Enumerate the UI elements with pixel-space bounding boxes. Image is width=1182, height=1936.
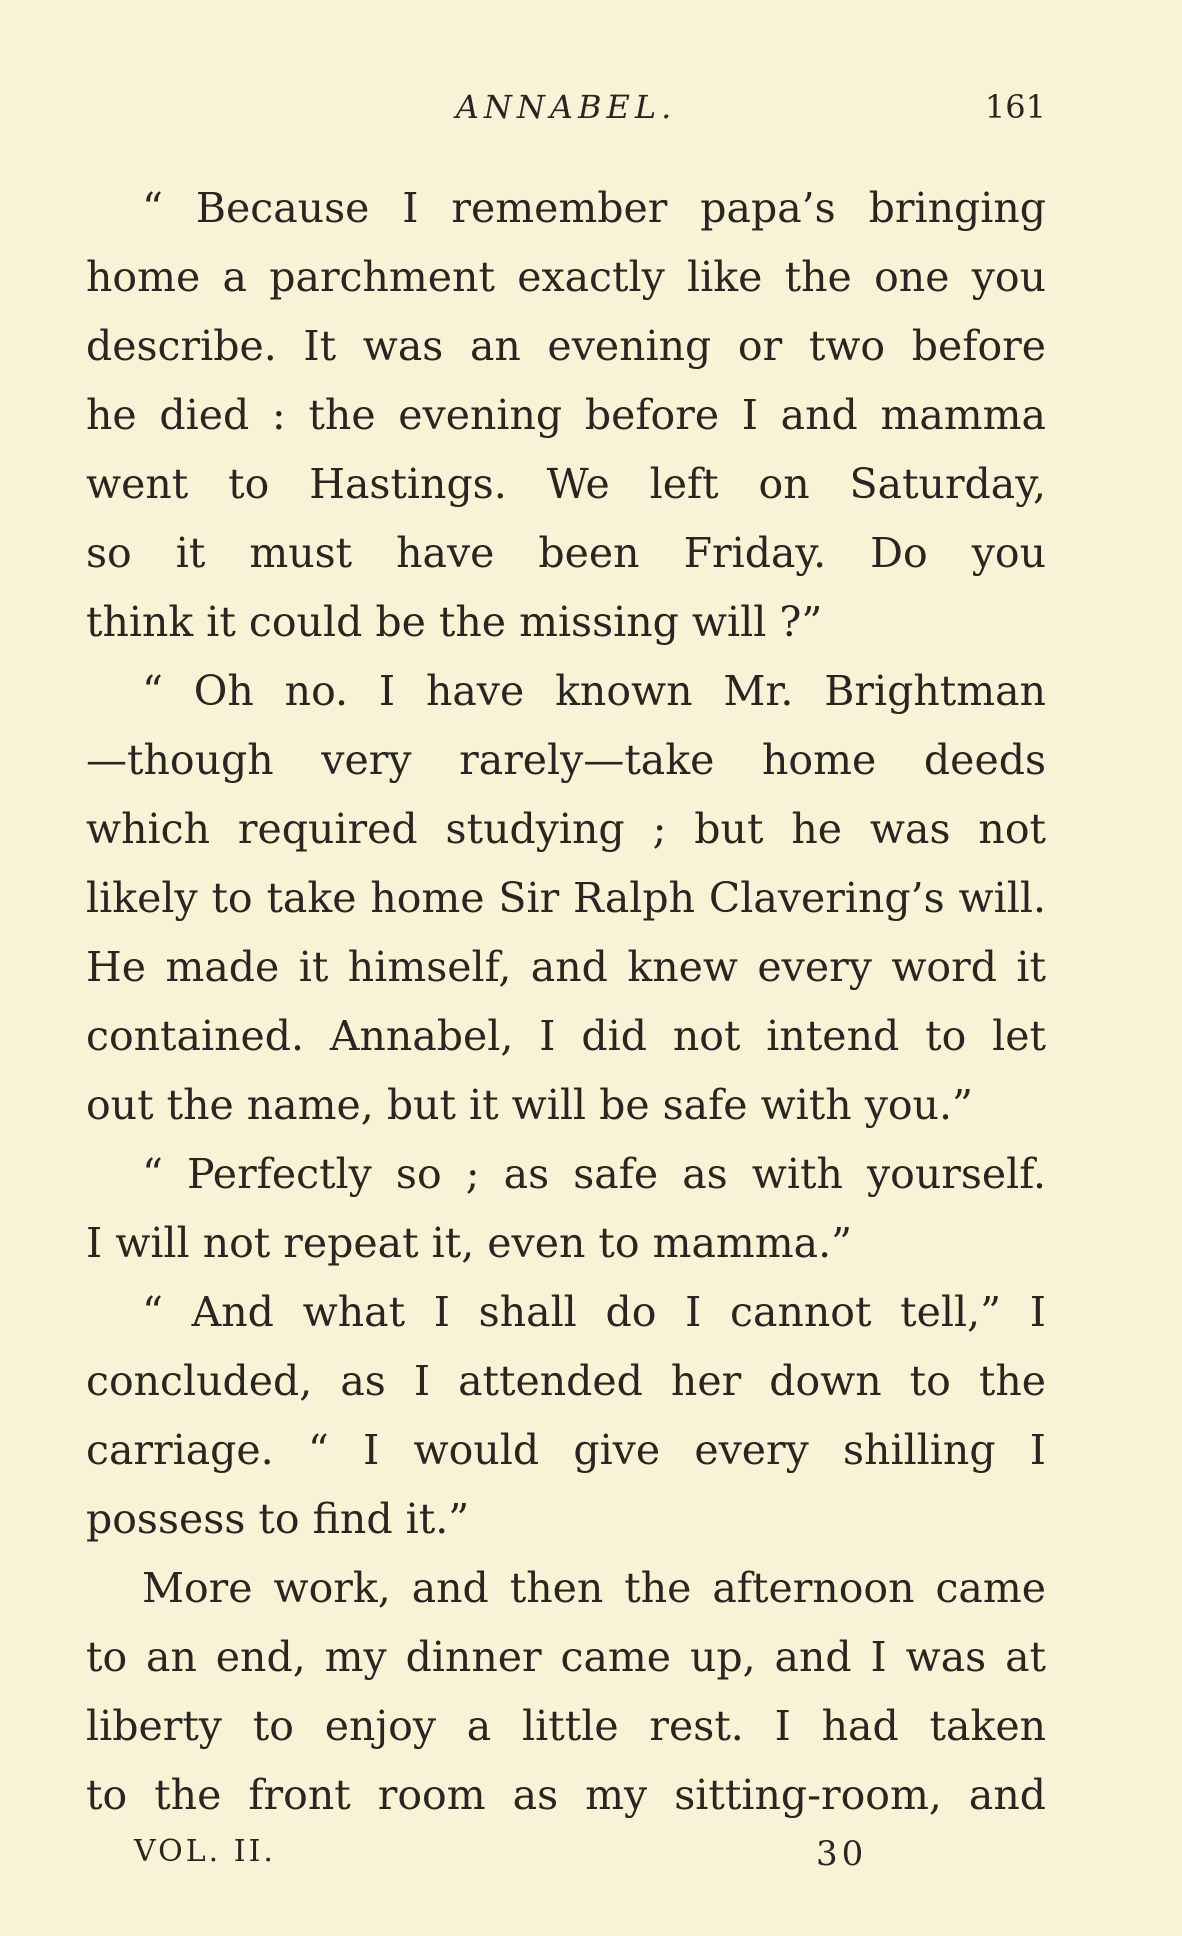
- text-line: concluded, as I attended her down to the: [86, 1357, 1046, 1405]
- text-line: think it could be the missing will ?”: [86, 598, 823, 646]
- text-line: so it must have been Friday. Do you: [86, 529, 1046, 577]
- body-text: [86, 174, 1046, 1830]
- text-line: “ Because I remember papa’s bringing: [142, 184, 1046, 232]
- text-line: home a parchment exactly like the one you: [86, 253, 1046, 301]
- text-line: he died : the evening before I and mamma: [86, 391, 1046, 439]
- text-line: —though very rarely—take home deeds: [86, 736, 1046, 784]
- text-line: describe. It was an evening or two before: [86, 322, 1046, 370]
- running-head: [86, 88, 1046, 138]
- page-number: 161: [984, 88, 1046, 126]
- text-line: I will not repeat it, even to mamma.”: [86, 1219, 853, 1267]
- text-line: contained. Annabel, I did not intend to let: [86, 1012, 1046, 1060]
- text-line: More work, and then the afternoon came: [142, 1564, 1046, 1612]
- footer: [134, 1834, 964, 1884]
- text-line: out the name, but it will be safe with you.”: [86, 1081, 973, 1129]
- text-line: which required studying ; but he was not: [86, 805, 1046, 853]
- text-line: to an end, my dinner came up, and I was at: [86, 1633, 1046, 1681]
- text-line: liberty to enjoy a little rest. I had taken: [86, 1702, 1046, 1750]
- text-line: “ And what I shall do I cannot tell,” I: [142, 1288, 1046, 1336]
- text-line: He made it himself, and knew every word it: [86, 943, 1046, 991]
- text-line: to the front room as my sitting-room, and: [86, 1771, 1046, 1819]
- signature-mark: 30: [816, 1834, 868, 1874]
- text-line: “ Oh no. I have known Mr. Brightman: [142, 667, 1046, 715]
- text-line: likely to take home Sir Ralph Clavering’s will.: [86, 874, 1046, 922]
- volume-label: VOL. II.: [134, 1834, 276, 1869]
- text-line: carriage. “ I would give every shilling I: [86, 1426, 1046, 1474]
- text-line: possess to find it.”: [86, 1495, 470, 1543]
- text-line: “ Perfectly so ; as safe as with yourself.: [142, 1150, 1046, 1198]
- running-title: ANNABEL.: [455, 88, 677, 126]
- text-line: went to Hastings. We left on Saturday,: [86, 460, 1046, 508]
